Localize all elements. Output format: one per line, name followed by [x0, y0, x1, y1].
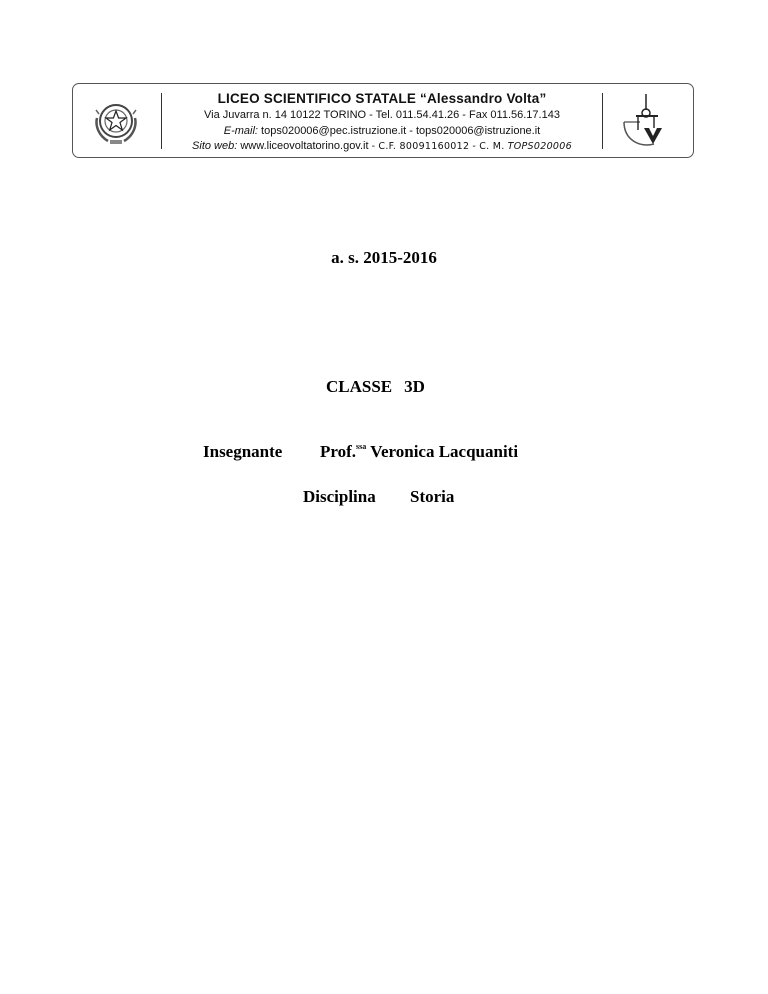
teacher-line: [320, 442, 518, 462]
teacher-title: Prof.: [320, 442, 357, 461]
teacher-title-sup: ssa: [356, 442, 367, 451]
mechanographic-code: TOPS020006: [507, 141, 572, 152]
pec-email-link[interactable]: tops020006@pec.istruzione.it: [261, 124, 407, 137]
letterhead: [72, 83, 694, 158]
liceo-volta-logo-icon: [618, 92, 674, 152]
school-year: a. s. 2015-2016: [331, 248, 437, 267]
mechanographic-code-label: C. M.: [479, 141, 505, 152]
school-address: Via Juvarra n. 14 10122 TORINO - Tel. 011.54.41.26 - Fax 011.56.17.143: [204, 109, 560, 121]
teacher-name: Veronica Lacquaniti: [370, 442, 519, 461]
code-separator: -: [472, 141, 477, 152]
subject-label: Disciplina: [303, 487, 376, 506]
italian-republic-emblem-icon: [91, 96, 141, 146]
school-web-codes: [163, 139, 601, 155]
website-link[interactable]: www.liceovoltatorino.gov.it: [240, 140, 369, 152]
website-label: Sito web:: [192, 140, 238, 152]
class-label: CLASSE: [326, 377, 393, 396]
school-emails: [163, 124, 601, 140]
fiscal-code: C.F. 80091160012: [378, 141, 470, 152]
teacher-label: Insegnante: [203, 442, 283, 461]
email-label: E-mail:: [223, 124, 258, 137]
subject-value: Storia: [410, 487, 455, 506]
letterhead-divider-right: [602, 93, 603, 149]
letterhead-text: [163, 90, 601, 155]
email-separator: -: [409, 124, 413, 137]
letterhead-divider-left: [161, 93, 162, 149]
web-separator: -: [371, 141, 376, 152]
email-link[interactable]: tops020006@istruzione.it: [415, 124, 541, 137]
class-value: 3D: [404, 377, 425, 396]
class-line: [326, 377, 425, 397]
school-name: LICEO SCIENTIFICO STATALE “Alessandro Volta”: [217, 91, 547, 106]
